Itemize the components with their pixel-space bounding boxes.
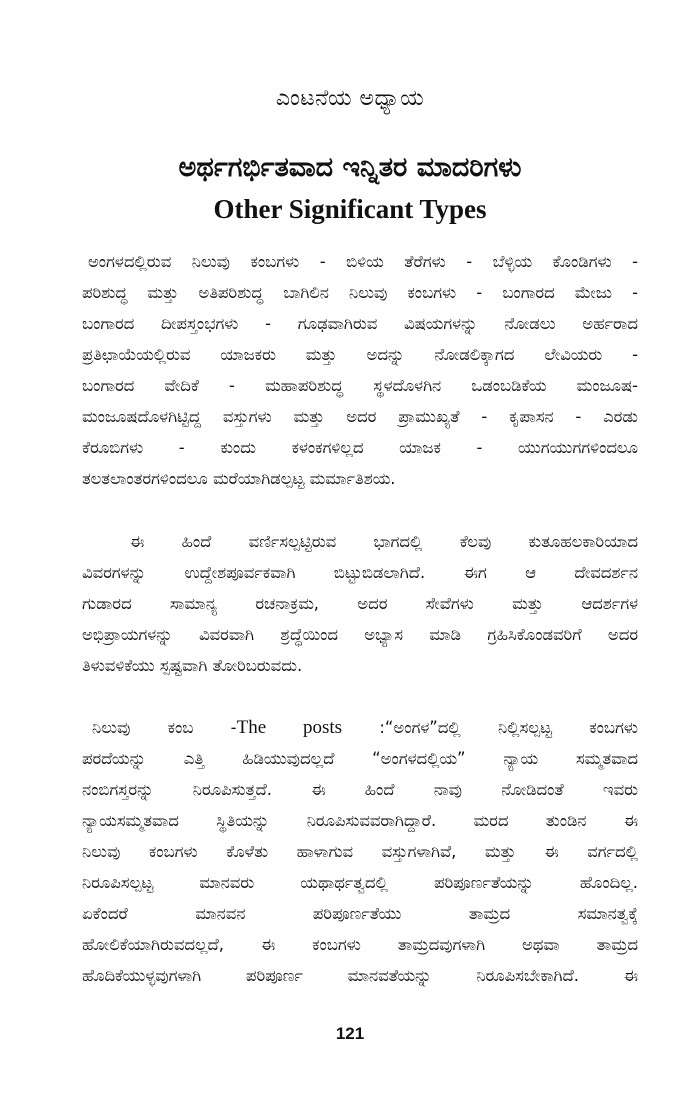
- posts-definition-start: :“ಅಂಗಳ”ದಲ್ಲಿ ನಿಲ್ಲಿಸಲ್ಪಟ್ಟ ಕಂಬಗಳು: [342, 718, 638, 737]
- paragraph-line: ಹೋಲಿಕೆಯಾಗಿರುವದಲ್ಲದೆ, ಈ ಕಂಬಗಳು ತಾಮ್ರದವುಗಳಾಗಿ ಅಥವಾ ತಾಮ್ರದ: [82, 935, 638, 954]
- paragraph-line: ನ್ಯಾಯಸಮ್ಮತವಾದ ಸ್ಥಿತಿಯನ್ನು ನಿರೂಪಿಸುವವರಾಗಿದ್ದಾರೆ. ಮರದ ತುಂಡಿನ ಈ: [82, 811, 638, 830]
- paragraph-line: ಈ ಹಿಂದೆ ವರ್ಣಿಸಲ್ಪಟ್ಟಿರುವ ಭಾಗದಲ್ಲಿ ಕೆಲವು ಕುತೂಹಲಕಾರಿಯಾದ: [130, 532, 638, 551]
- paragraph-line: ಏಕೆಂದರೆ ಮಾನವನ ಪರಿಪೂರ್ಣತೆಯು ತಾಮ್ರದ ಸಮಾನತ್ವಕ್ಕೆ: [82, 904, 638, 923]
- page-number: 121: [335, 1024, 365, 1043]
- paragraph-1: [82, 246, 638, 494]
- paragraph-line: [82, 712, 638, 743]
- paragraph-3: [82, 712, 638, 991]
- paragraph-line: ಪ್ರತಿಛಾಯೆಯಲ್ಲಿರುವ ಯಾಜಕರು ಮತ್ತು ಅದನ್ನು ನೋಡಲಿಕ್ಕಾಗದ ಲೇವಿಯರು -: [82, 345, 638, 364]
- paragraph-line: ಬಂಗಾರದ ವೇದಿಕೆ - ಮಹಾಪರಿಶುದ್ಧ ಸ್ಥಳದೊಳಗಿನ ಒಡಂಬಡಿಕೆಯ ಮಂಜೂಷ-: [82, 376, 638, 395]
- paragraph-2: [82, 526, 638, 681]
- title-english: Other Significant Types: [213, 194, 487, 224]
- chapter-heading: ಎಂಟನೆಯ ಅಧ್ಯಾಯ: [275, 86, 425, 111]
- paragraph-line: ಅಭಿಪ್ರಾಯಗಳನ್ನು ವಿವರವಾಗಿ ಶ್ರದ್ಧೆಯಿಂದ ಅಭ್ಯಾಸ ಮಾಡಿ ಗ್ರಹಿಸಿಕೊಂಡವರಿಗೆ ಅದರ: [82, 625, 638, 644]
- paragraph-line: ವಿವರಗಳನ್ನು ಉದ್ದೇಶಪೂರ್ವಕವಾಗಿ ಬಿಟ್ಟುಬಿಡಲಾಗಿದೆ. ಈಗ ಆ ದೇವದರ್ಶನ: [82, 563, 638, 582]
- posts-term-kannada: ನಿಲುವು ಕಂಬ -: [92, 718, 237, 737]
- title-kannada: ಅರ್ಥಗರ್ಭಿತವಾದ ಇನ್ನಿತರ ಮಾದರಿಗಳು: [178, 152, 522, 183]
- paragraph-line: ಹೊದಿಕೆಯುಳ್ಳವುಗಳಾಗಿ ಪರಿಪೂರ್ಣ ಮಾನವತೆಯನ್ನು ನಿರೂಪಿಸಬೇಕಾಗಿದೆ. ಈ: [82, 966, 638, 985]
- paragraph-line: ನಿರೂಪಿಸಲ್ಪಟ್ಟ ಮಾನವರು ಯಥಾರ್ಥತ್ವದಲ್ಲಿ ಪರಿಪೂರ್ಣತೆಯನ್ನು ಹೊಂದಿಲ್ಲ.: [82, 873, 638, 892]
- paragraph-line: ನಂಬಿಗಸ್ತರನ್ನು ನಿರೂಪಿಸುತ್ತದೆ. ಈ ಹಿಂದೆ ನಾವು ನೋಡಿದಂತೆ ಇವರು: [82, 780, 638, 799]
- paragraph-line: ಪರಿಶುದ್ಧ ಮತ್ತು ಅತಿಪರಿಶುದ್ಧ ಬಾಗಿಲಿನ ನಿಲುವು ಕಂಬಗಳು - ಬಂಗಾರದ ಮೇಜು -: [82, 283, 638, 302]
- paragraph-line: ಅಂಗಳದಲ್ಲಿರುವ ನಿಲುವು ಕಂಬಗಳು - ಬಿಳಿಯ ತೆರೆಗಳು - ಬೆಳ್ಳಿಯ ಕೊಂಡಿಗಳು -: [88, 252, 638, 271]
- paragraph-line: ಪರದೆಯನ್ನು ಎತ್ತಿ ಹಿಡಿಯುವುದಲ್ಲದೆ “ಅಂಗಳದಲ್ಲಿಯ” ನ್ಯಾಯ ಸಮ್ಮತವಾದ: [82, 749, 638, 768]
- paragraph-line: ತಲತಲಾಂತರಗಳಿಂದಲೂ ಮರೆಯಾಗಿಡಲ್ಪಟ್ಟ ಮರ್ಮಾತಿಶಯ.: [82, 469, 396, 488]
- paragraph-line: ತಿಳುವಳಿಕೆಯು ಸ್ಪಷ್ಟವಾಗಿ ತೋರಿಬರುವದು.: [82, 656, 303, 675]
- posts-term-english: The posts: [236, 717, 343, 738]
- paragraph-line: ನಿಲುವು ಕಂಬಗಳು ಕೊಳೆತು ಹಾಳಾಗುವ ವಸ್ತುಗಳಾಗಿವೆ, ಮತ್ತು ಈ ವರ್ಗದಲ್ಲಿ: [82, 842, 638, 861]
- paragraph-line: ಕೆರೂಬಿಗಳು - ಕುಂದು ಕಳಂಕಗಳಿಲ್ಲದ ಯಾಜಕ - ಯುಗಯುಗಗಳಿಂದಲೂ: [82, 438, 638, 457]
- paragraph-line: ಮಂಜೂಷದೊಳಗಿಟ್ಟಿದ್ದ ವಸ್ತುಗಳು ಮತ್ತು ಅದರ ಪ್ರಾಮುಖ್ಯತೆ - ಕೃಪಾಸನ - ಎರಡು: [82, 407, 638, 426]
- paragraph-line: ಬಂಗಾರದ ದೀಪಸ್ತಂಭಗಳು - ಗೂಢವಾಗಿರುವ ವಿಷಯಗಳನ್ನು ನೋಡಲು ಅರ್ಹರಾದ: [82, 314, 638, 333]
- paragraph-line: ಗುಡಾರದ ಸಾಮಾನ್ಯ ರಚನಾಕ್ರಮ, ಅದರ ಸೇವೆಗಳು ಮತ್ತು ಆದರ್ಶಗಳ: [82, 594, 638, 613]
